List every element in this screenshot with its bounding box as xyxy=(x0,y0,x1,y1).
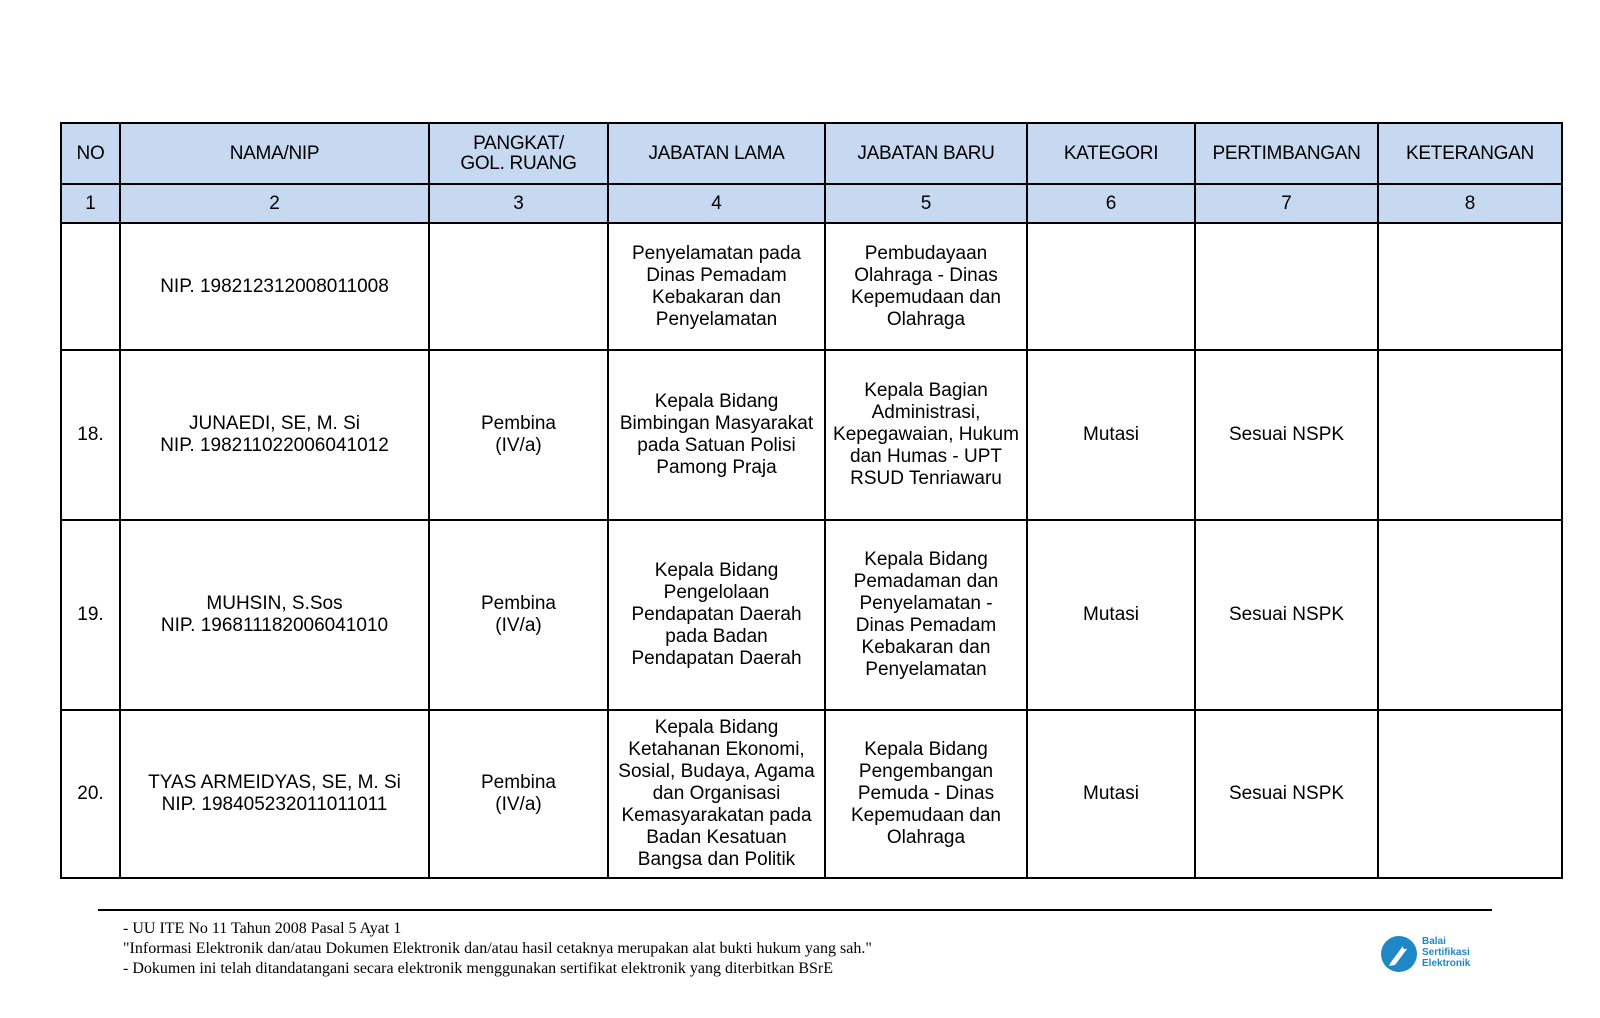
keterangan-cell xyxy=(1378,710,1562,878)
header-row xyxy=(61,123,1562,184)
pangkat-text: Pembina (IV/a) xyxy=(481,413,556,456)
pertimbangan-cell: Sesuai NSPK xyxy=(1195,520,1378,710)
pertimbangan-cell: Sesuai NSPK xyxy=(1195,350,1378,520)
header-nama-nip: NAMA/NIP xyxy=(120,123,429,184)
column-number: 5 xyxy=(825,184,1027,223)
jabatan-lama-cell xyxy=(608,223,825,350)
logo-text-line: Balai xyxy=(1422,936,1446,947)
employee-nip: NIP. 198405232011011011 xyxy=(161,794,388,815)
employee-nip: NIP. 196811182006041010 xyxy=(160,615,389,636)
column-number: 8 xyxy=(1378,184,1562,223)
employee-nip: NIP. 198212312008011008 xyxy=(160,275,389,297)
pertimbangan-cell xyxy=(1195,223,1378,350)
jabatan-lama-text: Kepala Bidang Ketahanan Ekonomi, Sosial, Budaya, Agama dan Organisasi Kemasyarakatan pada Badan Kesatuan Bangsa dan Politik xyxy=(618,717,815,870)
header-kategori: KATEGORI xyxy=(1027,123,1195,184)
column-number: 3 xyxy=(429,184,608,223)
header-no: NO xyxy=(61,123,120,184)
pangkat-cell xyxy=(429,520,608,710)
header-pangkat: PANGKAT/ GOL. RUANG xyxy=(429,123,608,184)
row-no xyxy=(61,223,120,350)
table-row xyxy=(61,350,1562,520)
column-number: 4 xyxy=(608,184,825,223)
kategori-cell: Mutasi xyxy=(1027,350,1195,520)
jabatan-lama-cell xyxy=(608,710,825,878)
mutation-table xyxy=(60,122,1563,879)
jabatan-lama-text: Penyelamatan pada Dinas Pemadam Kebakaran dan Penyelamatan xyxy=(631,242,801,330)
employee-name: MUHSIN, S.Sos xyxy=(206,593,343,614)
pangkat-cell xyxy=(429,710,608,878)
jabatan-baru-text: Kepala Bidang Pengembangan Pemuda - Dinas Kepemudaan dan Olahraga xyxy=(850,739,1001,848)
footer-divider xyxy=(98,909,1492,911)
bsre-logo-text xyxy=(1422,936,1470,969)
column-number: 6 xyxy=(1027,184,1195,223)
footer-line: "Informasi Elektronik dan/atau Dokumen Elektronik dan/atau hasil cetaknya merupakan alat bukti hukum yang sah." xyxy=(123,940,872,957)
jabatan-baru-cell xyxy=(825,710,1027,878)
table-row xyxy=(61,223,1562,350)
footer-disclaimer xyxy=(123,919,1273,979)
employee-name: JUNAEDI, SE, M. Si xyxy=(188,413,361,434)
header-keterangan: KETERANGAN xyxy=(1378,123,1562,184)
column-number-row xyxy=(61,184,1562,223)
table-row xyxy=(61,710,1562,878)
name-nip-cell xyxy=(120,350,429,520)
jabatan-baru-text: Pembudayaan Olahraga - Dinas Kepemudaan dan Olahraga xyxy=(850,242,1001,330)
bsre-pen-icon xyxy=(1381,936,1417,972)
kategori-cell: Mutasi xyxy=(1027,520,1195,710)
logo-text-line: Sertifikasi xyxy=(1422,947,1470,958)
header-pertimbangan: PERTIMBANGAN xyxy=(1195,123,1378,184)
employee-name: TYAS ARMEIDYAS, SE, M. Si xyxy=(148,772,401,793)
pangkat-cell xyxy=(429,350,608,520)
pangkat-text: Pembina (IV/a) xyxy=(481,772,556,815)
jabatan-baru-cell xyxy=(825,350,1027,520)
row-no: 18. xyxy=(61,350,120,520)
header-jabatan-lama: JABATAN LAMA xyxy=(608,123,825,184)
jabatan-baru-cell xyxy=(825,223,1027,350)
jabatan-lama-cell xyxy=(608,520,825,710)
column-number: 2 xyxy=(120,184,429,223)
jabatan-baru-cell xyxy=(825,520,1027,710)
column-number: 1 xyxy=(61,184,120,223)
employee-nip: NIP. 198211022006041012 xyxy=(160,435,389,456)
kategori-cell xyxy=(1027,223,1195,350)
pangkat-text: Pembina (IV/a) xyxy=(481,593,556,636)
jabatan-baru-text: Kepala Bagian Administrasi, Kepegawaian, Hukum dan Humas - UPT RSUD Tenriawaru xyxy=(833,380,1019,489)
name-nip-cell xyxy=(120,710,429,878)
keterangan-cell xyxy=(1378,520,1562,710)
footer-line: - Dokumen ini telah ditandatangani secara elektronik menggunakan sertifikat elektronik yang diterbitkan BSrE xyxy=(123,960,833,977)
kategori-cell: Mutasi xyxy=(1027,710,1195,878)
jabatan-lama-cell xyxy=(608,350,825,520)
jabatan-lama-text: Kepala Bidang Pengelolaan Pendapatan Daerah pada Badan Pendapatan Daerah xyxy=(631,560,802,669)
header-jabatan-baru: JABATAN BARU xyxy=(825,123,1027,184)
row-no: 20. xyxy=(61,710,120,878)
bsre-logo xyxy=(1381,936,1491,980)
row-no: 19. xyxy=(61,520,120,710)
name-nip-cell xyxy=(120,223,429,350)
footer-line: - UU ITE No 11 Tahun 2008 Pasal 5 Ayat 1 xyxy=(123,920,402,937)
name-nip-cell xyxy=(120,520,429,710)
table-row xyxy=(61,520,1562,710)
keterangan-cell xyxy=(1378,350,1562,520)
pangkat-cell xyxy=(429,223,608,350)
pertimbangan-cell: Sesuai NSPK xyxy=(1195,710,1378,878)
logo-text-line: Elektronik xyxy=(1422,958,1471,969)
jabatan-lama-text: Kepala Bidang Bimbingan Masyarakat pada Satuan Polisi Pamong Praja xyxy=(619,391,814,478)
keterangan-cell xyxy=(1378,223,1562,350)
column-number: 7 xyxy=(1195,184,1378,223)
jabatan-baru-text: Kepala Bidang Pemadaman dan Penyelamatan - Dinas Pemadam Kebakaran dan Penyelamatan xyxy=(853,549,999,680)
